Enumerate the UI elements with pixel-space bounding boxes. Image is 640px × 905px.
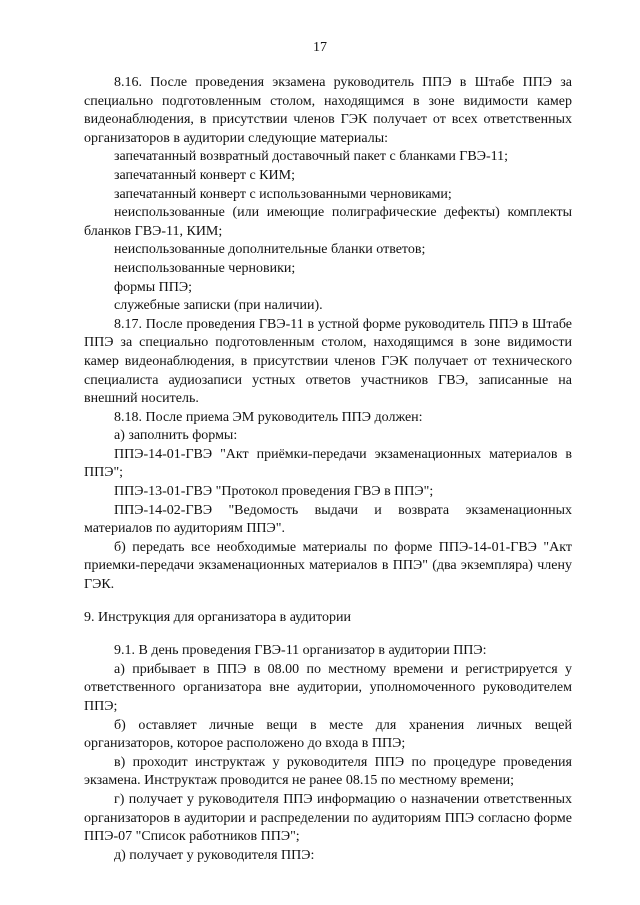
- form-ppe-13-01: ППЭ-13-01-ГВЭ "Протокол проведения ГВЭ в ППЭ";: [114, 484, 434, 500]
- item-arrival: а) прибывает в ППЭ в 08.00 по местному времени и регистрируется у ответственного организатора вне аудитории, уполномоченного руководителем ППЭ;: [84, 661, 572, 714]
- item-transfer-materials: б) передать все необходимые материалы по форме ППЭ-14-01-ГВЭ "Акт приемки-передачи экзаменационных материалов в ППЭ" (два экземпляра) члену ГЭК.: [84, 539, 572, 593]
- list-item-return-package: запечатанный возвратный доставочный пакет с бланками ГВЭ-11;: [114, 149, 509, 165]
- list-item-ppe-forms: формы ППЭ;: [114, 279, 192, 295]
- document-body: [84, 74, 572, 865]
- list-item-kim-envelope: запечатанный конверт с КИМ;: [114, 167, 295, 183]
- section-heading: 9. Инструкция для организатора в аудитории: [84, 609, 351, 625]
- list-item-unused-blank-sets: неиспользованные (или имеющие полиграфические дефекты) комплекты бланков ГВЭ-11, КИМ;: [84, 205, 572, 239]
- list-item-drafts-envelope: запечатанный конверт с использованными черновиками;: [114, 186, 452, 202]
- paragraph-9-1: 9.1. В день проведения ГВЭ-11 организатор в аудитории ППЭ:: [114, 643, 487, 659]
- form-ppe-14-01: ППЭ-14-01-ГВЭ "Акт приёмки-передачи экзаменационных материалов в ППЭ";: [84, 446, 572, 481]
- list-item-unused-answer-blanks: неиспользованные дополнительные бланки ответов;: [114, 242, 426, 258]
- list-item-unused-drafts: неиспользованные черновики;: [114, 260, 296, 276]
- item-receive-from-head: д) получает у руководителя ППЭ:: [114, 847, 315, 863]
- item-fill-forms: а) заполнить формы:: [114, 428, 238, 444]
- paragraph-8-17: 8.17. После проведения ГВЭ-11 в устной форме руководитель ППЭ в Штабе ППЭ за специально подготовленным столом, находящимся в зоне видимости камер видеонаблюдения, в присутствии членов ГЭК получает от технического специалиста аудиозаписи устных ответов участников ГВЭ, записанные на внешний носитель.: [84, 316, 572, 407]
- paragraph-8-16: 8.16. После проведения экзамена руководитель ППЭ в Штабе ППЭ за специально подготовленным столом, находящимся в зоне видимости камер видеонаблюдения, в присутствии членов ГЭК получает от всех ответственных организаторов в аудитории следующие материалы:: [84, 75, 572, 146]
- list-item-service-notes: служебные записки (при наличии).: [114, 298, 323, 314]
- item-assignment-info: г) получает у руководителя ППЭ информацию о назначении ответственных организаторов в аудитории и распределении по аудиториям ППЭ согласно форме ППЭ-07 "Список работников ППЭ";: [84, 791, 572, 845]
- form-ppe-14-02: ППЭ-14-02-ГВЭ "Ведомость выдачи и возврата экзаменационных материалов по аудиториям ППЭ".: [84, 502, 572, 537]
- item-personal-belongings: б) оставляет личные вещи в месте для хранения личных вещей организаторов, которое расположено до входа в ППЭ;: [84, 717, 572, 752]
- item-briefing: в) проходит инструктаж у руководителя ППЭ по процедуре проведения экзамена. Инструктаж проводится не ранее 08.15 по местному времени;: [84, 754, 572, 789]
- page-number: 17: [313, 40, 327, 55]
- paragraph-8-18: 8.18. После приема ЭМ руководитель ППЭ должен:: [114, 409, 423, 425]
